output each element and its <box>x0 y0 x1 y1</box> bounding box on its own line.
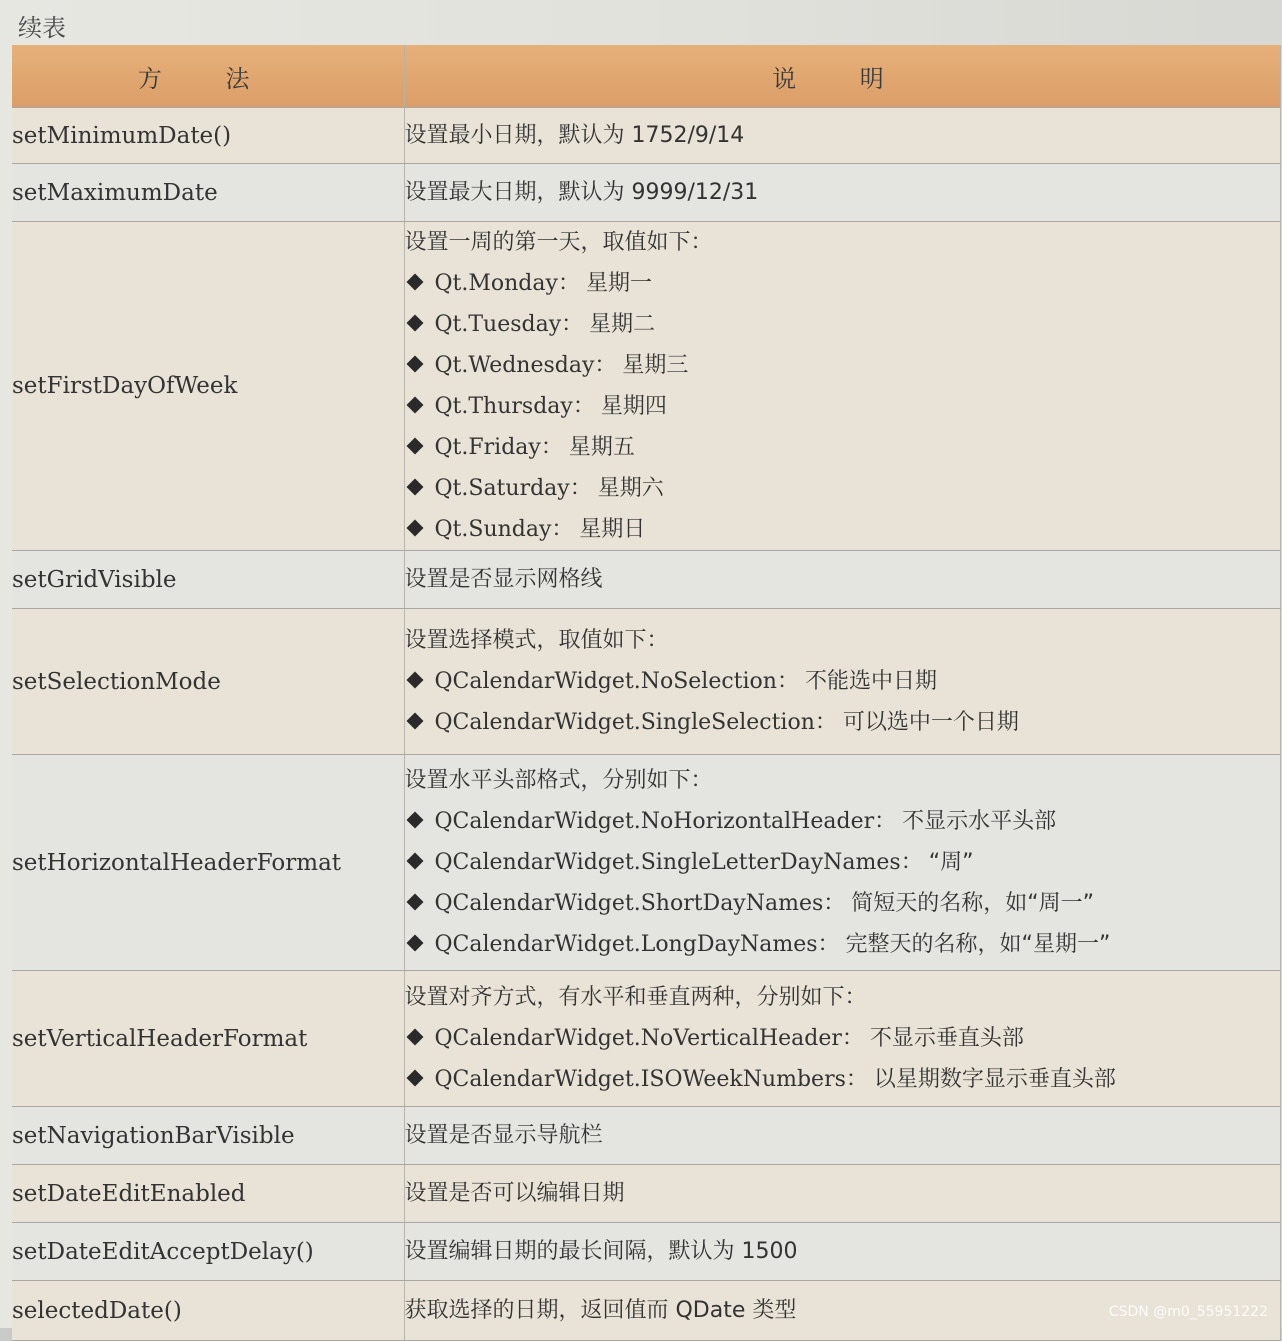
option-name: Qt.Saturday： <box>434 476 592 501</box>
method-cell: setFirstDayOfWeek <box>12 222 404 551</box>
description-cell <box>404 1107 1280 1165</box>
option-item <box>405 386 1280 427</box>
diamond-bullet-icon <box>406 1029 423 1046</box>
table-row <box>12 971 1280 1107</box>
table-row <box>12 164 1280 222</box>
header-method: 方 法 <box>12 45 404 108</box>
table-row <box>12 222 1280 551</box>
diamond-bullet-icon <box>406 812 423 829</box>
option-item <box>405 468 1280 509</box>
option-text: 不能选中日期 <box>804 669 937 694</box>
method-cell: setDateEditEnabled <box>12 1165 404 1223</box>
description-cell <box>404 164 1280 222</box>
description-intro: 设置对齐方式，有水平和垂直两种，分别如下： <box>404 985 867 1010</box>
diamond-bullet-icon <box>406 356 423 373</box>
table-row <box>12 1223 1280 1281</box>
diamond-bullet-icon <box>406 672 423 689</box>
method-cell: setHorizontalHeaderFormat <box>12 755 404 971</box>
description-intro: 设置最大日期，默认为 9999/12/31 <box>404 180 759 205</box>
option-name: Qt.Wednesday： <box>434 353 617 378</box>
option-item <box>405 1059 1280 1100</box>
description-intro: 设置编辑日期的最长间隔，默认为 1500 <box>404 1239 798 1264</box>
option-text: 星期日 <box>579 517 646 542</box>
table-row <box>12 609 1280 755</box>
option-item <box>405 509 1280 550</box>
option-name: QCalendarWidget.NoSelection： <box>434 669 799 694</box>
option-text: 完整天的名称，如“星期一” <box>845 932 1111 957</box>
description-cell <box>404 971 1280 1107</box>
option-name: QCalendarWidget.SingleSelection： <box>434 710 837 735</box>
methods-table <box>12 45 1281 1341</box>
option-item <box>405 801 1280 842</box>
method-cell: setVerticalHeaderFormat <box>12 971 404 1107</box>
option-item <box>405 304 1280 345</box>
description-cell <box>404 1223 1280 1281</box>
method-cell: setGridVisible <box>12 551 404 609</box>
option-item <box>405 345 1280 386</box>
table-row <box>12 755 1280 971</box>
diamond-bullet-icon <box>406 315 423 332</box>
option-text: 星期四 <box>600 394 667 419</box>
diamond-bullet-icon <box>406 1070 423 1087</box>
watermark: CSDN @m0_55951222 <box>1108 1304 1268 1320</box>
table-caption: 续表 <box>18 14 66 42</box>
description-intro: 设置是否显示导航栏 <box>404 1123 603 1148</box>
description-cell <box>404 108 1280 164</box>
diamond-bullet-icon <box>406 894 423 911</box>
table-row <box>12 108 1280 164</box>
option-text: 不显示垂直头部 <box>869 1026 1024 1051</box>
option-name: Qt.Tuesday： <box>434 312 584 337</box>
description-intro: 设置是否可以编辑日期 <box>404 1181 625 1206</box>
option-item <box>405 1018 1280 1059</box>
option-item <box>405 702 1280 743</box>
diamond-bullet-icon <box>406 274 423 291</box>
option-item <box>405 661 1280 702</box>
option-name: Qt.Monday： <box>434 271 580 296</box>
option-name: QCalendarWidget.ISOWeekNumbers： <box>434 1067 868 1092</box>
option-text: 以星期数字显示垂直头部 <box>873 1067 1116 1092</box>
diamond-bullet-icon <box>406 935 423 952</box>
table-row <box>12 551 1280 609</box>
description-intro: 设置是否显示网格线 <box>404 567 603 592</box>
option-text: 星期一 <box>585 271 652 296</box>
diamond-bullet-icon <box>406 479 423 496</box>
method-cell: setDateEditAcceptDelay() <box>12 1223 404 1281</box>
table-row <box>12 1165 1280 1223</box>
table-header-row <box>12 45 1280 108</box>
description-cell <box>404 222 1280 551</box>
header-description: 说 明 <box>404 45 1280 108</box>
option-name: QCalendarWidget.SingleLetterDayNames： <box>434 850 923 875</box>
description-intro: 获取选择的日期，返回值而 QDate 类型 <box>404 1298 797 1323</box>
option-name: QCalendarWidget.LongDayNames： <box>434 932 840 957</box>
method-cell: setMaximumDate <box>12 164 404 222</box>
option-text: 可以选中一个日期 <box>842 710 1019 735</box>
table-row <box>12 1107 1280 1165</box>
method-cell: setSelectionMode <box>12 609 404 755</box>
option-name: QCalendarWidget.NoVerticalHeader： <box>434 1026 864 1051</box>
description-cell <box>404 755 1280 971</box>
option-item <box>405 924 1280 965</box>
option-name: QCalendarWidget.NoHorizontalHeader： <box>434 809 897 834</box>
option-text: 不显示水平头部 <box>902 809 1057 834</box>
description-cell <box>404 1165 1280 1223</box>
table-body <box>12 108 1280 1341</box>
option-text: 简短天的名称，如“周一” <box>851 891 1095 916</box>
diamond-bullet-icon <box>406 713 423 730</box>
description-intro: 设置选择模式，取值如下： <box>404 628 669 653</box>
option-text: 星期六 <box>597 476 664 501</box>
option-name: QCalendarWidget.ShortDayNames： <box>434 891 846 916</box>
option-text: 星期二 <box>589 312 656 337</box>
option-name: Qt.Sunday： <box>434 517 574 542</box>
option-item <box>405 883 1280 924</box>
option-item <box>405 263 1280 304</box>
diamond-bullet-icon <box>406 853 423 870</box>
description-cell <box>404 551 1280 609</box>
option-name: Qt.Friday： <box>434 435 563 460</box>
option-text: 星期三 <box>622 353 689 378</box>
diamond-bullet-icon <box>406 520 423 537</box>
option-text: “周” <box>928 850 974 875</box>
method-cell: selectedDate() <box>12 1281 404 1341</box>
diamond-bullet-icon <box>406 397 423 414</box>
method-cell: setMinimumDate() <box>12 108 404 164</box>
method-cell: setNavigationBarVisible <box>12 1107 404 1165</box>
description-intro: 设置水平头部格式，分别如下： <box>404 768 713 793</box>
description-intro: 设置一周的第一天，取值如下： <box>404 230 713 255</box>
diamond-bullet-icon <box>406 438 423 455</box>
option-name: Qt.Thursday： <box>434 394 595 419</box>
option-text: 星期五 <box>568 435 635 460</box>
table-row <box>12 1281 1280 1341</box>
option-item <box>405 427 1280 468</box>
description-intro: 设置最小日期，默认为 1752/9/14 <box>404 123 745 148</box>
option-item <box>405 842 1280 883</box>
description-cell <box>404 609 1280 755</box>
